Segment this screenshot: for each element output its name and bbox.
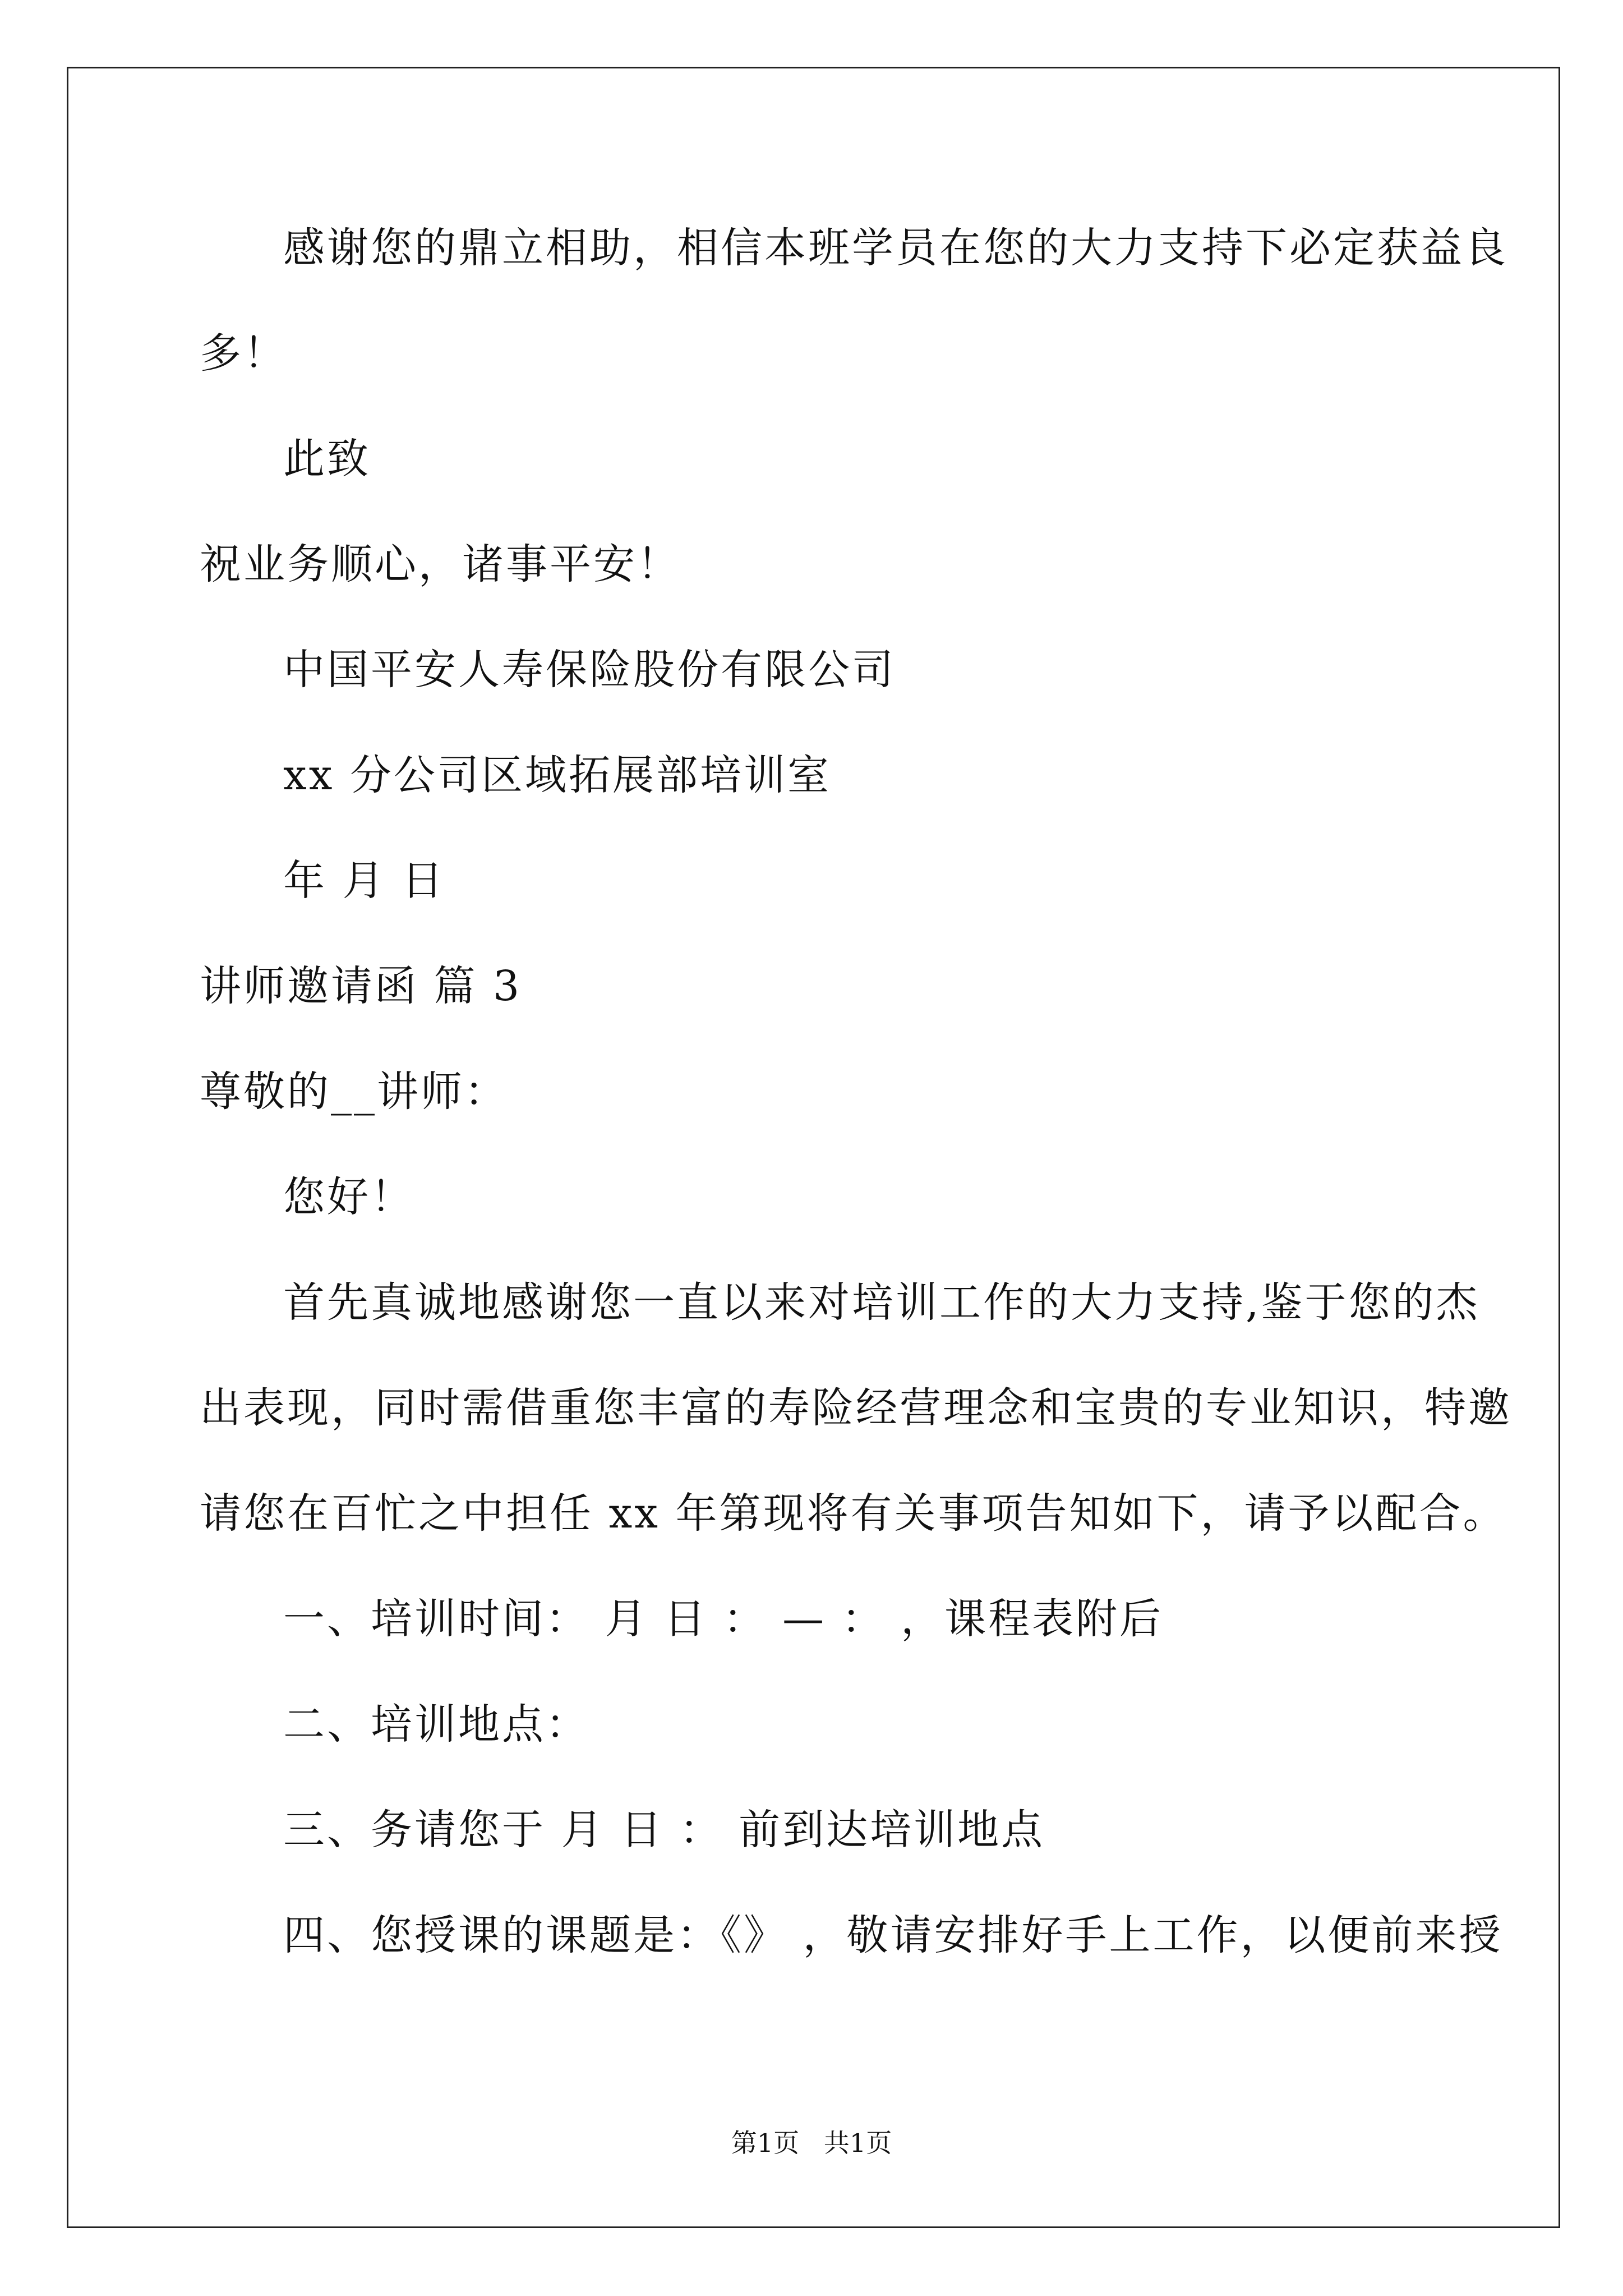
section-heading: 讲师邀请函 篇 3 [200,962,522,1010]
signature-company: 中国平安人寿保险股份有限公司 [283,646,896,694]
list-item-training-time: 一、培训时间： 月 日 ： — ： ，课程表附后 [283,1595,1164,1643]
page-number-footer: 第1页 共1页 [731,2128,892,2158]
list-item-course-topic: 四、您授课的课题是：《》 ，敬请安排好手上工作，以便前来授 [283,1911,1503,1959]
closing-salutation: 此致 [283,435,371,483]
greeting-recipient: 尊敬的__讲师： [200,1068,508,1116]
signature-department: xx 分公司区域拓展部培训室 [283,751,831,799]
body-paragraph-line: 感谢您的鼎立相助，相信本班学员在您的大力支持下必定获益良 [283,224,1508,272]
page-border [67,67,1560,2228]
greeting: 您好！ [283,1173,414,1221]
list-item-training-location: 二、培训地点： [283,1700,589,1749]
body-paragraph-line: 多！ [200,329,287,378]
list-item-arrival-time: 三、务请您于 月 日 ： 前到达培训地点 [283,1806,1045,1854]
body-paragraph-line: 请您在百忙之中担任 xx 年第现将有关事项告知如下，请予以配合。 [200,1489,1507,1538]
body-paragraph-line: 出表现，同时需借重您丰富的寿险经营理念和宝贵的专业知识，特邀 [200,1384,1512,1432]
signature-date: 年 月 日 [283,857,446,905]
body-paragraph-line: 首先真诚地感谢您一直以来对培训工作的大力支持,鉴于您的杰 [283,1278,1480,1327]
closing-wish: 祝业务顺心，诸事平安！ [200,540,681,588]
